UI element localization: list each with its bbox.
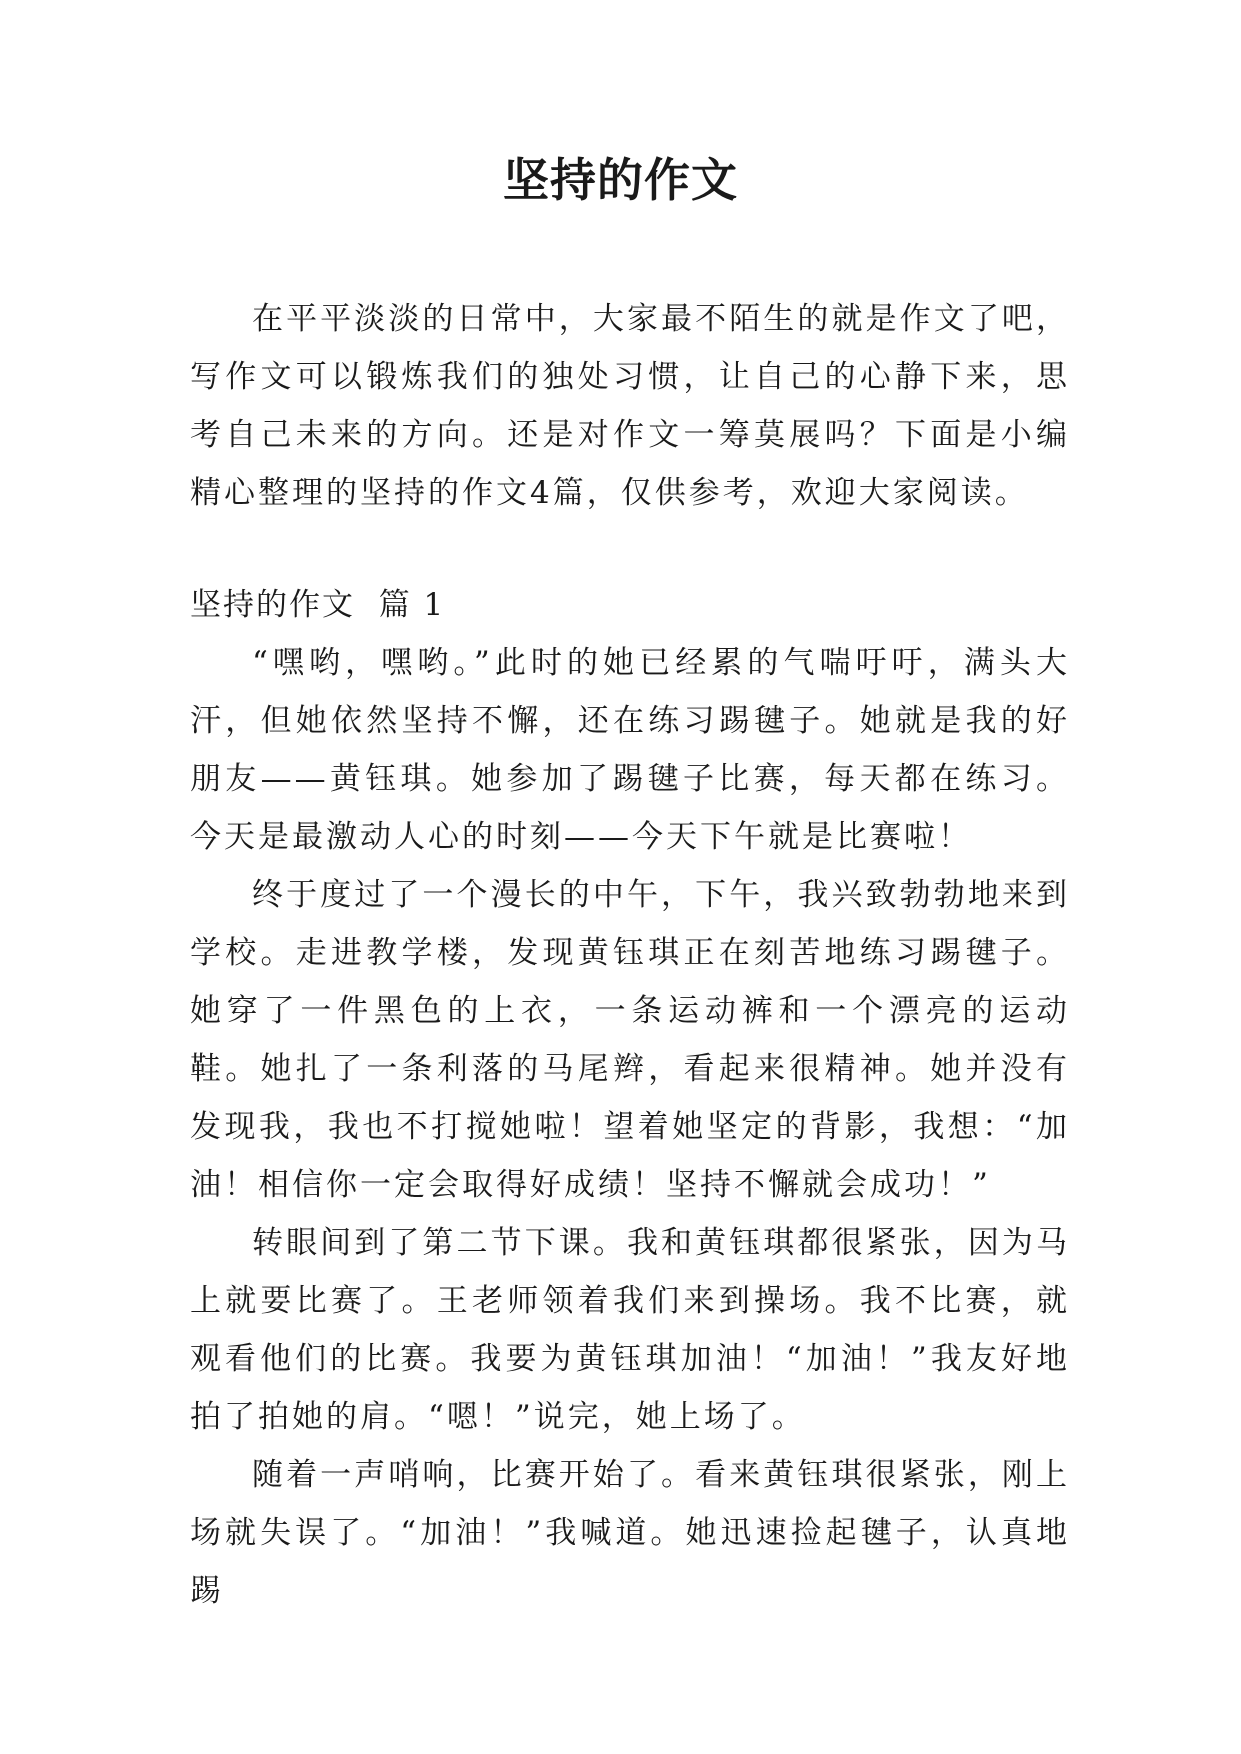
document-body (190, 290, 1070, 1620)
body-paragraph: 终于度过了一个漫长的中午，下午，我兴致勃勃地来到学校。走进教学楼，发现黄钰琪正在刻苦地练习踢毽子。她穿了一件黑色的上衣，一条运动裤和一个漂亮的运动鞋。她扎了一条利落的马尾辫，看起来很精神。她并没有发现我，我也不打搅她啦！望着她坚定的背影，我想：“加油！相信你一定会取得好成绩！坚持不懈就会成功！” (190, 877, 1070, 1203)
intro-paragraph: 在平平淡淡的日常中，大家最不陌生的就是作文了吧，写作文可以锻炼我们的独处习惯，让自己的心静下来，思考自己未来的方向。还是对作文一筹莫展吗？下面是小编精心整理的坚持的作文4篇，仅供参考，欢迎大家阅读。 (190, 301, 1070, 511)
section-heading-text: 坚持的作文 篇 1 (190, 587, 446, 623)
body-paragraph: 随着一声哨响，比赛开始了。看来黄钰琪很紧张，刚上场就失误了。“加油！”我喊道。她迅速捡起毽子，认真地踢 (190, 1457, 1070, 1609)
body-paragraph: 转眼间到了第二节下课。我和黄钰琪都很紧张，因为马上就要比赛了。王老师领着我们来到操场。我不比赛，就观看他们的比赛。我要为黄钰琪加油！“加油！”我友好地拍了拍她的肩。“嗯！”说完，她上场了。 (190, 1225, 1070, 1435)
section-heading (190, 576, 1070, 634)
document-title: 坚持的作文 (503, 153, 738, 207)
body-paragraph: “嘿哟，嘿哟。”此时的她已经累的气喘吁吁，满头大汗，但她依然坚持不懈，还在练习踢毽子。她就是我的好朋友——黄钰琪。她参加了踢毽子比赛，每天都在练习。今天是最激动人心的时刻——今天下午就是比赛啦！ (190, 645, 1070, 855)
